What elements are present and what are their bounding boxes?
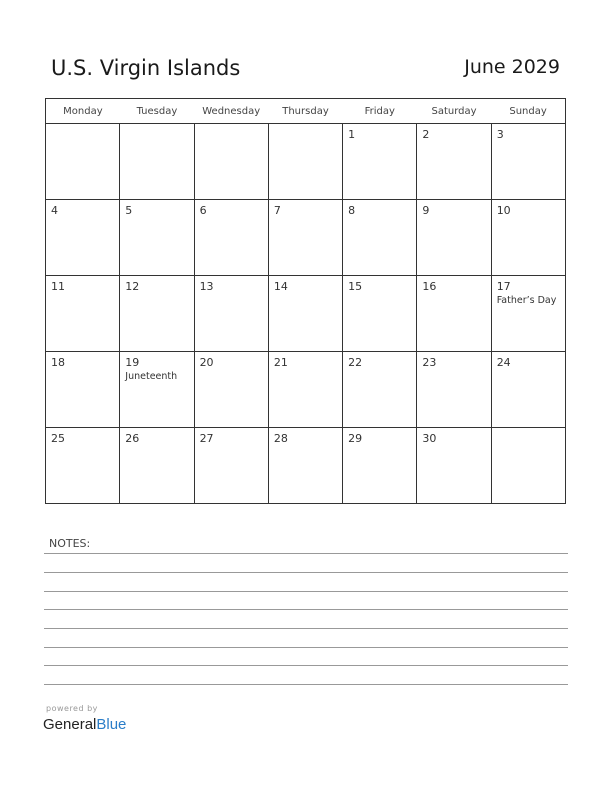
day-number: 21 <box>273 356 288 369</box>
day-number: 4 <box>51 204 58 217</box>
weekday-header: Saturday <box>417 99 491 124</box>
calendar-day-cell <box>491 124 565 200</box>
day-number: 2 <box>422 128 430 141</box>
calendar-week-row <box>46 124 566 200</box>
day-number: 8 <box>348 204 356 217</box>
calendar-day-cell <box>194 200 268 276</box>
holiday-label: Juneteenth <box>125 371 178 382</box>
month-year-label: June 2029 <box>464 56 560 78</box>
calendar-day-cell <box>343 352 417 428</box>
calendar-day-cell <box>268 352 342 428</box>
day-number: 13 <box>199 280 214 293</box>
day-number: 16 <box>422 280 437 293</box>
generalblue-logo[interactable] <box>43 716 126 733</box>
calendar-day-cell <box>491 200 565 276</box>
calendar-day-cell <box>46 276 120 352</box>
calendar-day-cell <box>343 200 417 276</box>
note-line <box>44 572 568 573</box>
weekday-header: Thursday <box>268 99 342 124</box>
calendar-day-cell <box>120 124 194 200</box>
note-line <box>44 553 568 554</box>
calendar-week-row <box>46 428 566 504</box>
day-number: 14 <box>273 280 288 293</box>
calendar-day-cell <box>343 276 417 352</box>
day-number: 9 <box>422 204 430 217</box>
day-number: 11 <box>51 280 65 293</box>
calendar-day-cell <box>491 352 565 428</box>
holiday-label: Father’s Day <box>496 295 557 306</box>
calendar-day-cell <box>343 428 417 504</box>
calendar-day-cell <box>417 276 491 352</box>
calendar-day-cell <box>268 124 342 200</box>
weekday-header-row <box>46 99 566 124</box>
calendar-day-cell <box>417 200 491 276</box>
day-number: 12 <box>125 280 140 293</box>
calendar-week-row <box>46 276 566 352</box>
note-line <box>44 684 568 685</box>
brand-general: General <box>43 716 97 733</box>
day-number: 3 <box>496 128 504 141</box>
calendar-day-cell <box>194 352 268 428</box>
calendar-day-cell <box>194 276 268 352</box>
day-number: 29 <box>348 432 363 445</box>
calendar-day-cell <box>46 352 120 428</box>
calendar-day-cell <box>194 428 268 504</box>
weekday-header: Monday <box>46 99 120 124</box>
calendar-day-cell <box>417 124 491 200</box>
day-number: 17 <box>496 280 511 293</box>
note-line <box>44 647 568 648</box>
note-line <box>44 591 568 592</box>
calendar-body <box>46 124 566 504</box>
calendar-day-cell <box>417 352 491 428</box>
day-number: 24 <box>496 356 511 369</box>
calendar-day-cell <box>268 276 342 352</box>
calendar-day-cell <box>120 276 194 352</box>
calendar-day-cell <box>417 428 491 504</box>
day-number: 28 <box>273 432 288 445</box>
day-number: 1 <box>348 128 356 141</box>
day-number: 25 <box>51 432 65 445</box>
note-line <box>44 665 568 666</box>
day-number: 5 <box>125 204 133 217</box>
calendar-day-cell <box>46 200 120 276</box>
calendar-day-cell <box>194 124 268 200</box>
calendar-title: U.S. Virgin Islands <box>51 56 241 80</box>
brand-blue: Blue <box>96 716 127 733</box>
day-number: 27 <box>199 432 214 445</box>
day-number: 15 <box>348 280 363 293</box>
powered-by-label: powered by <box>46 704 98 713</box>
calendar-day-cell <box>268 428 342 504</box>
calendar-day-cell <box>268 200 342 276</box>
day-number: 22 <box>348 356 363 369</box>
day-number: 6 <box>199 204 207 217</box>
calendar-day-cell <box>491 276 565 352</box>
day-number: 19 <box>125 356 140 369</box>
calendar-week-row <box>46 352 566 428</box>
calendar-week-row <box>46 200 566 276</box>
calendar-day-cell <box>491 428 565 504</box>
calendar-day-cell <box>46 428 120 504</box>
day-number: 30 <box>422 432 437 445</box>
calendar-day-cell <box>120 352 194 428</box>
calendar-day-cell <box>343 124 417 200</box>
calendar-day-cell <box>120 428 194 504</box>
day-number: 26 <box>125 432 140 445</box>
weekday-header: Wednesday <box>194 99 268 124</box>
day-number: 18 <box>51 356 65 369</box>
weekday-header: Tuesday <box>120 99 194 124</box>
weekday-header: Friday <box>343 99 417 124</box>
notes-label: NOTES: <box>49 537 91 550</box>
weekday-header: Sunday <box>491 99 565 124</box>
note-line <box>44 609 568 610</box>
note-line <box>44 628 568 629</box>
calendar-day-cell <box>46 124 120 200</box>
day-number: 20 <box>199 356 214 369</box>
calendar-grid <box>45 98 566 504</box>
day-number: 23 <box>422 356 437 369</box>
day-number: 10 <box>496 204 511 217</box>
day-number: 7 <box>273 204 281 217</box>
calendar-day-cell <box>120 200 194 276</box>
